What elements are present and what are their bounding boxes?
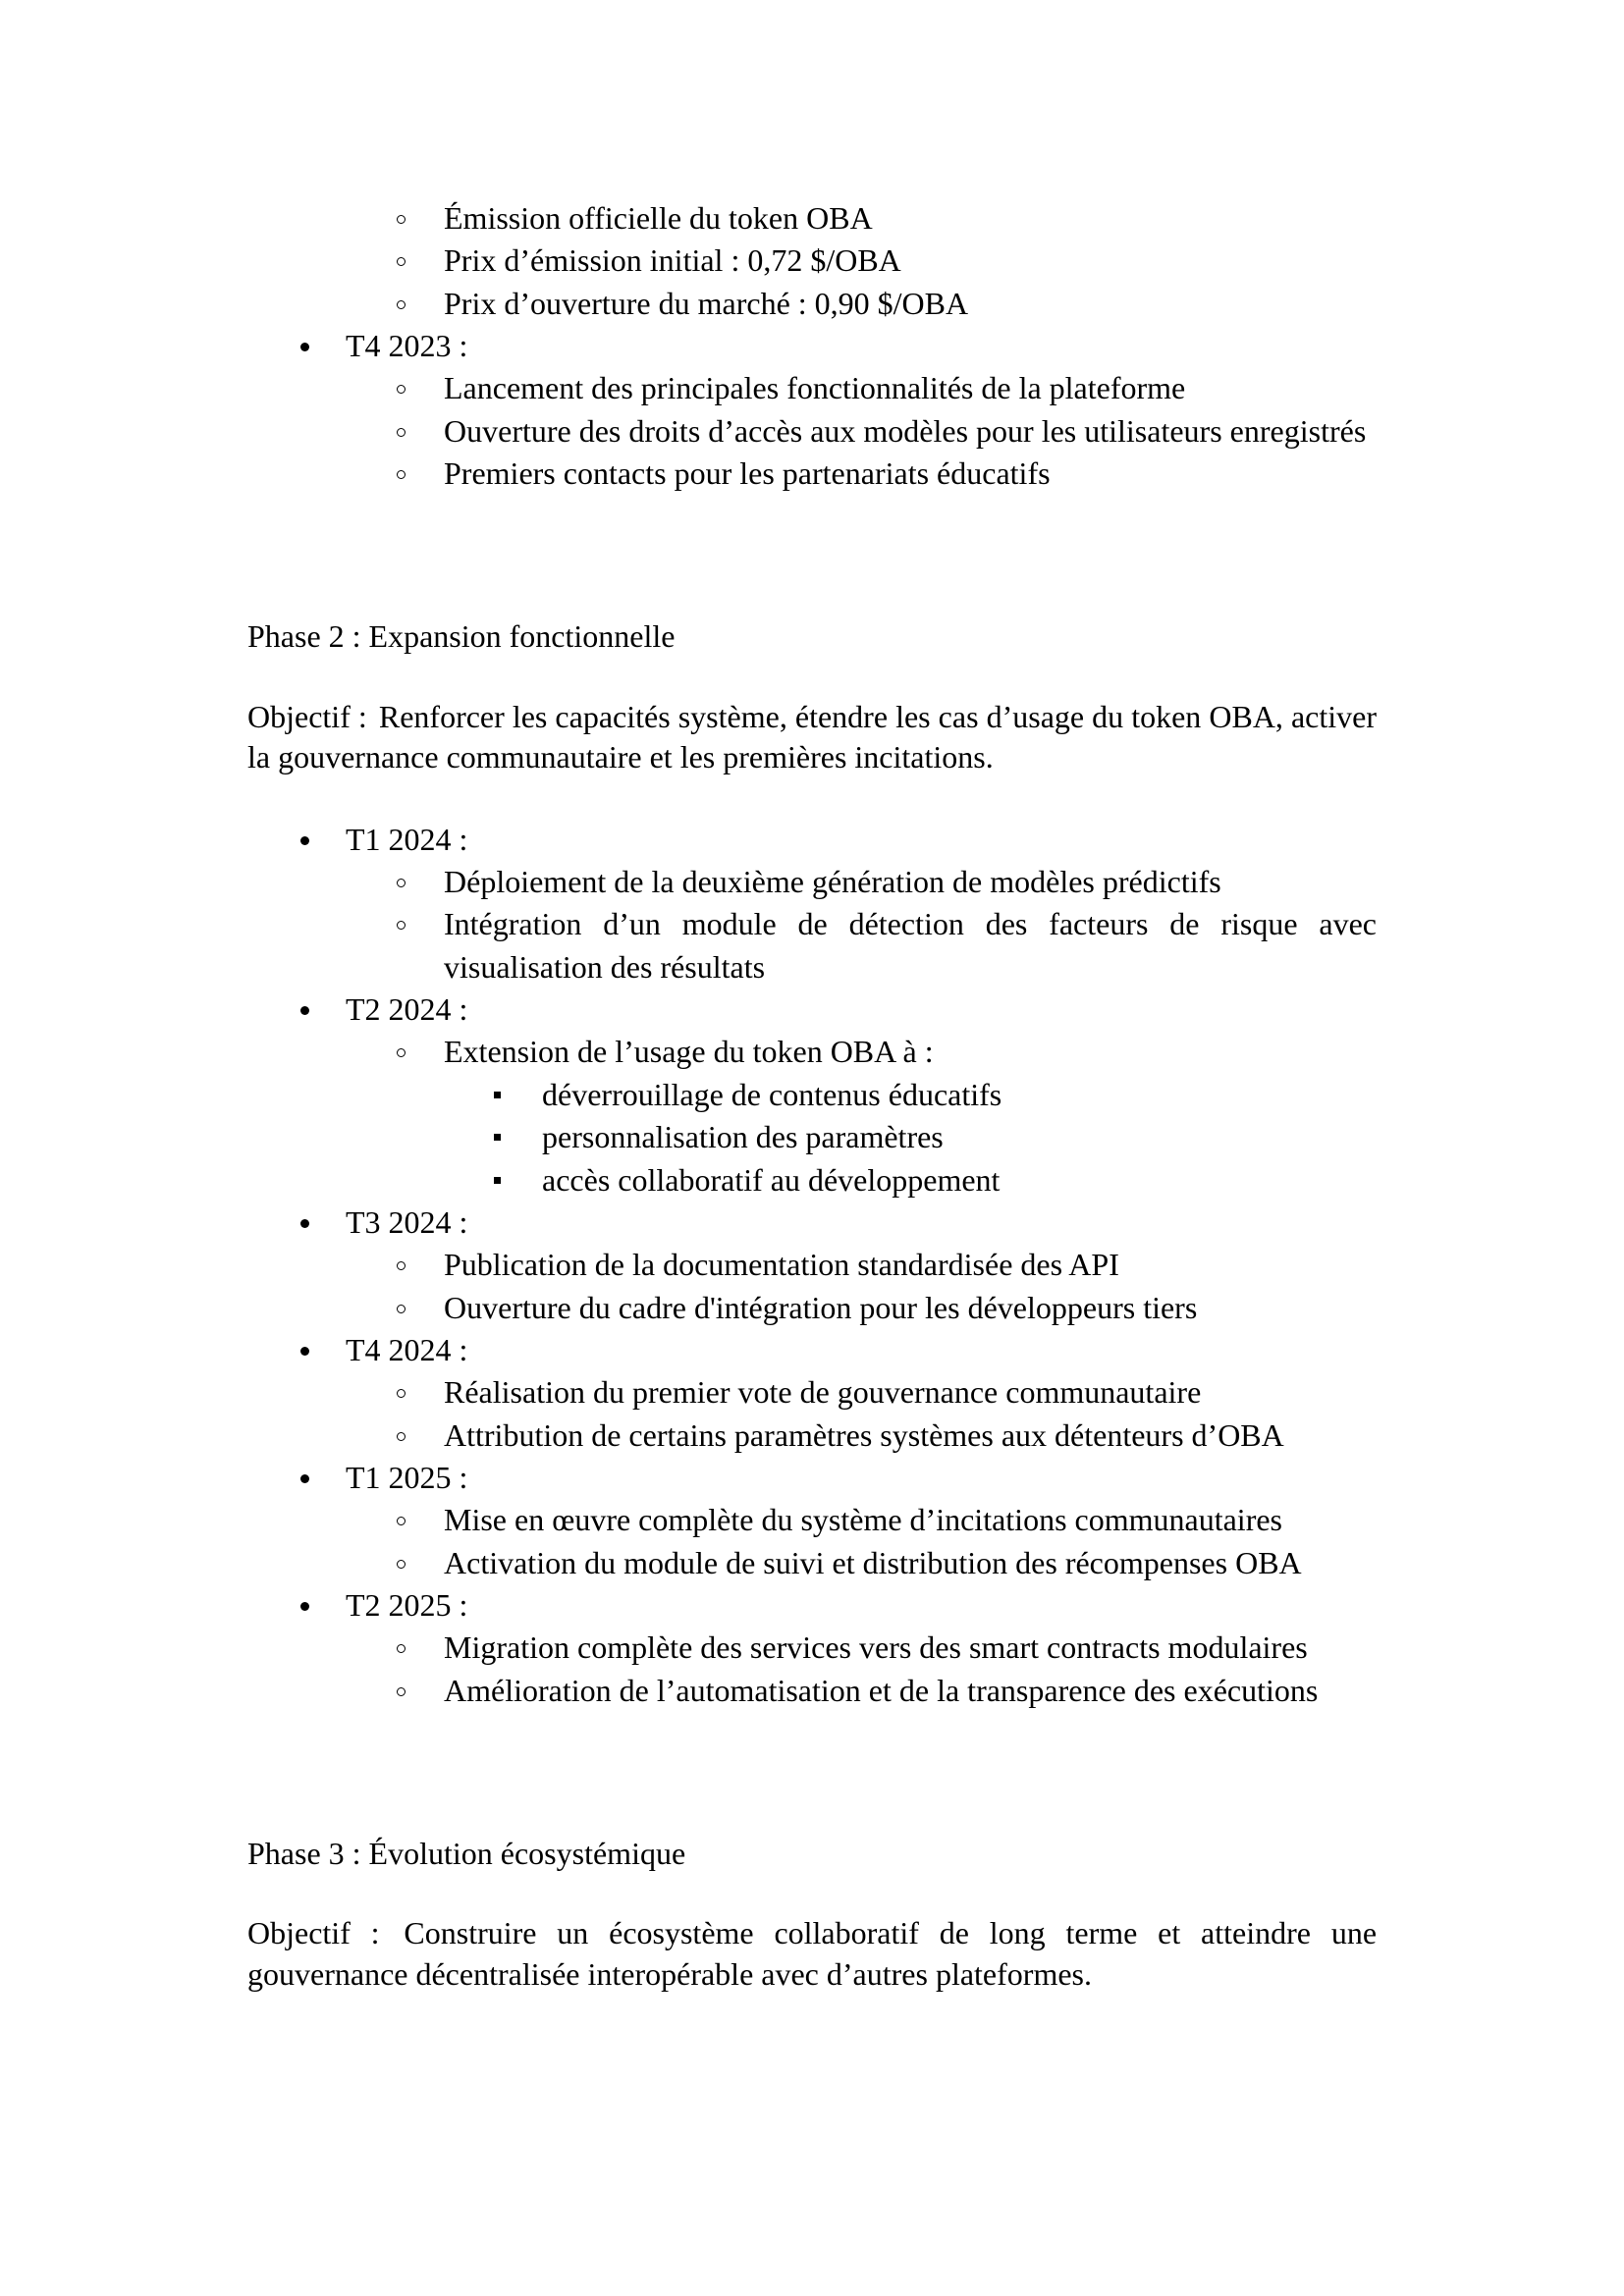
list-item: Ouverture des droits d’accès aux modèles pour les utilisateurs enregistrés: [247, 410, 1377, 453]
phase2-quarter-list: [247, 819, 1377, 1712]
list-item: Prix d’ouverture du marché : 0,90 $/OBA: [247, 283, 1377, 325]
list-item: Ouverture du cadre d'intégration pour les développeurs tiers: [247, 1287, 1377, 1329]
circle-bullet-icon: [397, 385, 406, 394]
list-item: Premiers contacts pour les partenariats éducatifs: [247, 453, 1377, 495]
list-item: Déploiement de la deuxième génération de modèles prédictifs: [247, 861, 1377, 903]
list-item: Migration complète des services vers des smart contracts modulaires: [247, 1627, 1377, 1669]
quarter-label: T1 2025 :: [346, 1459, 468, 1495]
phase3-objective: [247, 1913, 1377, 1995]
dot-bullet-icon: [300, 836, 309, 845]
circle-bullet-icon: [397, 1560, 406, 1569]
dot-bullet-icon: [300, 1474, 309, 1483]
list-item: Attribution de certains paramètres systèmes aux détenteurs d’OBA: [247, 1415, 1377, 1457]
objective-text: Renforcer les capacités système, étendre les cas d’usage du token OBA, activer la gouvernance communautaire et les premières incitations.: [247, 698, 1378, 775]
circle-bullet-icon: [397, 1389, 406, 1398]
dot-bullet-icon: [300, 343, 309, 351]
circle-bullet-icon: [397, 428, 406, 437]
phase2-objective: [247, 697, 1377, 778]
quarter-item-t4-2023: [247, 325, 1377, 495]
quarter-label: T1 2024 :: [346, 821, 468, 857]
list-item: personnalisation des paramètres: [247, 1116, 1377, 1158]
document-page: [247, 197, 1377, 1995]
circle-bullet-icon: [397, 921, 406, 930]
circle-bullet-icon: [397, 300, 406, 309]
quarter-label: T3 2024 :: [346, 1203, 468, 1240]
circle-bullet-icon: [397, 1305, 406, 1313]
quarter-label: T2 2025 :: [346, 1586, 468, 1623]
quarter-label: T4 2023 :: [346, 328, 468, 364]
list-item: accès collaboratif au développement: [247, 1159, 1377, 1201]
objective-label: Objectif :: [247, 1915, 380, 1951]
list-item: Lancement des principales fonctionnalités de la plateforme: [247, 367, 1377, 409]
circle-bullet-icon: [397, 1048, 406, 1057]
quarter-label: T4 2024 :: [346, 1331, 468, 1367]
objective-label: Objectif :: [247, 698, 367, 734]
quarter-item-t2-2025: [247, 1584, 1377, 1712]
list-item: Amélioration de l’automatisation et de la transparence des exécutions: [247, 1670, 1377, 1712]
list-item: Intégration d’un module de détection des facteurs de risque avec visualisation des résultats: [247, 903, 1377, 988]
circle-bullet-icon: [397, 1432, 406, 1441]
list-item: Prix d’émission initial : 0,72 $/OBA: [247, 240, 1377, 282]
dot-bullet-icon: [300, 1006, 309, 1015]
circle-bullet-icon: [397, 879, 406, 887]
circle-bullet-icon: [397, 1517, 406, 1525]
quarter-item-t1-2024: [247, 819, 1377, 988]
list-item: Extension de l’usage du token OBA à : déverrouillage de contenus éducatifs personnalisation des paramètres accès collaboratif au développement: [247, 1031, 1377, 1201]
quarter-label: T2 2024 :: [346, 991, 468, 1028]
list-item: Mise en œuvre complète du système d’incitations communautaires: [247, 1499, 1377, 1541]
dot-bullet-icon: [300, 1602, 309, 1611]
circle-bullet-icon: [397, 1261, 406, 1270]
circle-bullet-icon: [397, 215, 406, 224]
list-item: Activation du module de suivi et distribution des récompenses OBA: [247, 1542, 1377, 1584]
dot-bullet-icon: [300, 1219, 309, 1228]
phase1-quarter-list: [247, 325, 1377, 495]
quarter-item-t2-2024: [247, 988, 1377, 1201]
quarter-item-t4-2024: [247, 1329, 1377, 1457]
circle-bullet-icon: [397, 257, 406, 266]
square-bullet-icon: [494, 1177, 501, 1184]
objective-text: Construire un écosystème collaboratif de long terme et atteindre une gouvernance décentralisée interopérable avec d’autres plateformes.: [247, 1915, 1378, 1992]
list-item: Émission officielle du token OBA: [247, 197, 1377, 240]
list-item: Publication de la documentation standardisée des API: [247, 1244, 1377, 1286]
list-item: déverrouillage de contenus éducatifs: [247, 1074, 1377, 1116]
circle-bullet-icon: [397, 1644, 406, 1653]
phase1-orphan-subitems: [247, 197, 1377, 325]
circle-bullet-icon: [397, 1687, 406, 1696]
square-bullet-icon: [494, 1134, 501, 1141]
dot-bullet-icon: [300, 1347, 309, 1356]
phase2-title: Phase 2 : Expansion fonctionnelle: [247, 618, 676, 655]
list-item: Réalisation du premier vote de gouvernance communautaire: [247, 1371, 1377, 1414]
square-bullet-icon: [494, 1092, 501, 1098]
quarter-item-t3-2024: [247, 1201, 1377, 1329]
circle-bullet-icon: [397, 470, 406, 479]
phase3-title: Phase 3 : Évolution écosystémique: [247, 1835, 686, 1871]
quarter-item-t1-2025: [247, 1457, 1377, 1584]
